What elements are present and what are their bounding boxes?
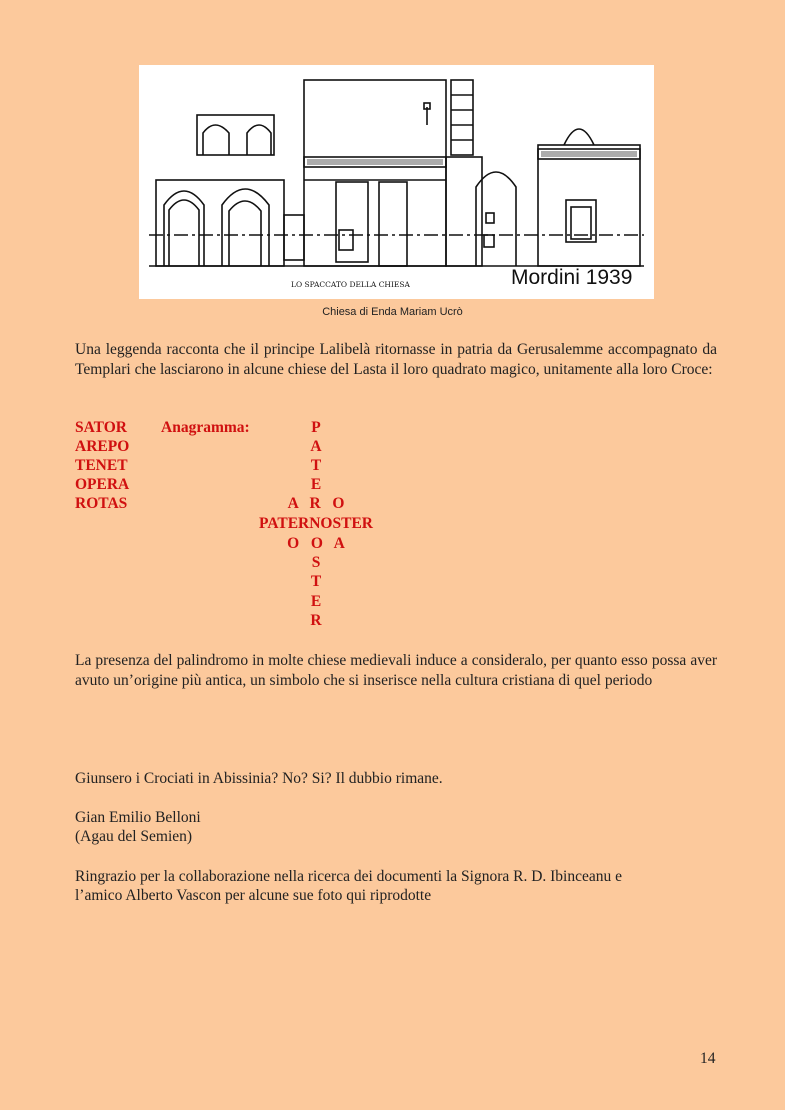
figure-caption: Chiesa di Enda Mariam Ucrò [322, 306, 463, 318]
cross-line-11: R [310, 612, 322, 629]
author-name: Gian Emilio Belloni [75, 809, 201, 826]
paragraph-legend: Una leggenda racconta che il principe Lalibelà ritornasse in patria da Gerusalemme accompagnato da Templari che lasciarono in alcune chiese del Lasta il loro quadrato magico, unitamente alla loro Croce: [75, 341, 717, 378]
cross-line-3: T [310, 457, 322, 474]
square-line-2: AREPO [75, 438, 130, 455]
cross-line-1: P [311, 419, 321, 436]
church-drawing-svg [139, 65, 654, 299]
cross-line-6: PATERNOSTER [259, 515, 373, 532]
drawing-inner-label: LO SPACCATO DELLA CHIESA [291, 280, 410, 289]
question-line: Giunsero i Crociati in Abissinia? No? Si? Il dubbio rimane. [75, 770, 443, 787]
square-line-3: TENET [75, 457, 128, 474]
cross-line-10: E [310, 593, 322, 610]
paragraph-palindrome: La presenza del palindromo in molte chiese medievali induce a consideralo, per quanto esso possa aver avuto un’origine più antica, un simbolo che si inserisce nella cultura cristiana di quel periodo [75, 652, 717, 689]
cross-line-7: O O A [287, 535, 345, 552]
square-line-4: OPERA [75, 476, 130, 493]
square-line-1: SATOR [75, 419, 127, 436]
cross-line-8: S [311, 554, 321, 571]
drawing-stamp: Mordini 1939 [511, 266, 633, 289]
church-section-drawing [139, 65, 654, 299]
square-line-5: ROTAS [75, 495, 128, 512]
thanks-line-2: l’amico Alberto Vascon per alcune sue foto qui riprodotte [75, 887, 432, 904]
cross-line-4: E [310, 476, 322, 493]
cross-line-2: A [310, 438, 322, 455]
cross-line-5: A R O [287, 495, 345, 512]
page-number: 14 [700, 1050, 716, 1067]
author-note: (Agau del Semien) [75, 828, 193, 845]
thanks-line-1: Ringrazio per la collaborazione nella ricerca dei documenti la Signora R. D. Ibinceanu e [75, 868, 623, 885]
anagram-label: Anagramma: [161, 419, 250, 436]
cross-line-9: T [310, 573, 322, 590]
